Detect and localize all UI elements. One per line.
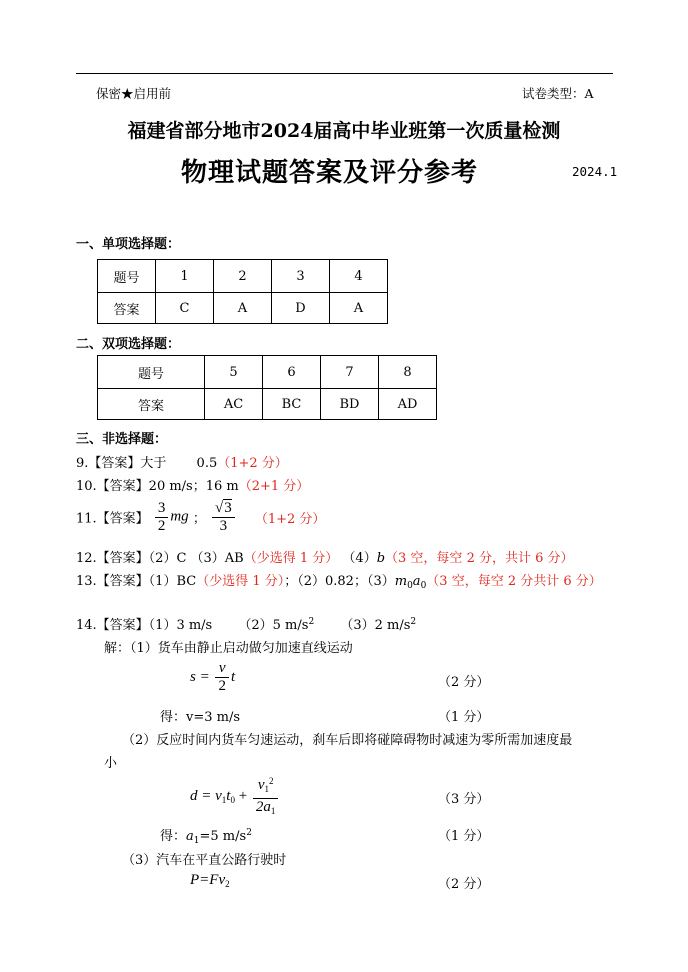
result2-value: =5 m/s: [199, 829, 247, 844]
table-row: [98, 356, 437, 389]
q12-note1: （少选得 1 分）: [243, 551, 339, 566]
question-number: 3: [272, 260, 330, 293]
question-number: 7: [321, 356, 379, 389]
confidential-label: 保密★启用前: [96, 86, 172, 101]
q11-mg: mg: [170, 508, 189, 525]
subscript: 2: [225, 879, 230, 889]
result2-score: （1 分）: [438, 829, 490, 844]
table-row: [98, 260, 388, 293]
subscript: 0: [420, 581, 427, 591]
fraction-denominator: 3: [219, 518, 228, 534]
q14-result-2: [160, 825, 252, 846]
eq3-score: （2 分）: [438, 877, 490, 892]
answer-cell: A: [330, 293, 388, 324]
document-subtitle: 物理试题答案及评分参考: [181, 158, 479, 188]
q12-note2: （3 空，每空 2 分，共计 6 分）: [385, 551, 574, 566]
q11-separator: ；: [192, 511, 206, 527]
eq1-lhs: s =: [190, 669, 210, 685]
q13-label: 13.【答案】（1）BC: [76, 574, 197, 589]
table-row: [98, 389, 437, 420]
fraction-denominator: 2: [157, 517, 166, 534]
question-number: 6: [263, 356, 321, 389]
fraction-denominator: 2: [218, 678, 226, 694]
q14-solution-part1: 解：（1）货车由静止启动做匀加速直线运动: [104, 641, 353, 656]
result2-prefix: 得：: [160, 829, 187, 844]
q13-note2: （3 空，每空 2 分共计 6 分）: [426, 574, 602, 589]
eq2-lhs-group: [190, 788, 247, 804]
q11-answer: [76, 499, 325, 535]
eq3-text: P=Fv: [190, 872, 226, 888]
eq2-2a: 2a: [255, 799, 271, 815]
section1-heading: 一、单项选择题：: [76, 237, 181, 252]
q13-note1: （少选得 1 分）: [196, 574, 285, 589]
superscript: 2: [410, 617, 417, 627]
question-number: 5: [205, 356, 263, 389]
q11-fraction-2: [212, 499, 235, 535]
superscript: 2: [269, 776, 274, 786]
row-label: 答案: [98, 389, 205, 420]
result1-score: （1 分）: [438, 710, 490, 725]
q14-part3-line: （3）汽车在平直公路行驶时: [122, 853, 287, 868]
q14-part2-line1: （2）反应时间内货车匀速运动，刹车后即将碰障碍物时减速为零所需加速度最: [122, 733, 573, 748]
q12-label: 12.【答案】（2）C （3）AB: [76, 551, 244, 566]
row-label: 答案: [98, 293, 156, 324]
eq1-fraction: [215, 660, 229, 695]
row-label: 题号: [98, 356, 205, 389]
row-label: 题号: [98, 260, 156, 293]
subscript: 1: [264, 784, 269, 794]
section1-table: [97, 259, 388, 324]
answer-cell: BC: [263, 389, 321, 420]
top-rule: [76, 73, 613, 74]
q14-result-1: 得：v=3 m/s: [160, 710, 241, 725]
answer-cell: A: [214, 293, 272, 324]
eq2-fraction: [253, 773, 279, 820]
eq2-plus: +: [234, 788, 248, 804]
question-number: 2: [214, 260, 272, 293]
subscript: 0: [230, 795, 235, 805]
question-number: 1: [156, 260, 214, 293]
section3-heading: 三、非选择题：: [76, 432, 168, 447]
eq2-lhs: d = v: [190, 788, 222, 804]
q13-var-a: a: [412, 574, 421, 589]
fraction-denominator: [253, 799, 279, 820]
q14-part2-line2: 小: [104, 756, 118, 771]
q14-answer-2: （2）5 m/s: [238, 618, 309, 633]
q12-mid: （4）: [338, 551, 377, 566]
section2-table: [97, 355, 437, 420]
q14-equation-1: [190, 660, 235, 695]
q14-answer-3: （3）2 m/s: [340, 618, 411, 633]
subscript: 1: [221, 795, 227, 805]
q14-answer: [76, 614, 416, 633]
subscript: 1: [193, 836, 200, 846]
eq2-score: （3 分）: [438, 792, 490, 807]
fraction-numerator: √3: [212, 499, 235, 518]
q11-label: 11.【答案】: [76, 511, 149, 527]
section2-heading: 二、双项选择题：: [76, 337, 181, 352]
answer-cell: D: [272, 293, 330, 324]
q13-var-m: m: [394, 574, 408, 589]
paper-type-label: 试卷类型：A: [522, 86, 594, 101]
q14-equation-2: [190, 773, 280, 820]
q9-score: （1+2 分）: [217, 456, 288, 471]
q11-fraction-1: [155, 500, 169, 535]
fraction-numerator: 3: [155, 500, 169, 518]
q14-answer-1: 14.【答案】（1）3 m/s: [76, 618, 213, 633]
q9-value: 0.5: [196, 456, 218, 471]
result2-var: a: [186, 829, 194, 844]
eq1-score: （2 分）: [438, 675, 490, 690]
q10-score: （2+1 分）: [238, 479, 310, 494]
subscript: 1: [270, 806, 276, 816]
eq2-t: t: [226, 788, 231, 804]
q14-equation-3: [190, 872, 230, 889]
q9-label: 9.【答案】大于: [76, 456, 167, 471]
fraction-numerator: v: [215, 660, 229, 678]
answer-cell: C: [156, 293, 214, 324]
q9-answer: [76, 452, 288, 471]
subscript: 0: [407, 581, 413, 591]
answer-cell: BD: [321, 389, 379, 420]
q10-answer: [76, 475, 309, 494]
exam-title: 福建省部分地市2024届高中毕业班第一次质量检测: [127, 120, 561, 142]
superscript: 2: [246, 828, 252, 838]
question-number: 8: [379, 356, 437, 389]
answer-cell: AD: [379, 389, 437, 420]
answer-cell: AC: [205, 389, 263, 420]
eq1-tail: t: [230, 669, 236, 685]
q13-mid: ；（2）0.82；（3）: [284, 574, 395, 589]
table-row: [98, 293, 388, 324]
q13-answer: [76, 570, 602, 591]
eq2-v: v: [257, 777, 265, 793]
sqrt-radicand: 3: [224, 500, 232, 516]
fraction-numerator: [253, 773, 279, 799]
question-number: 4: [330, 260, 388, 293]
q12-answer: [76, 547, 574, 566]
q10-label: 10.【答案】20 m/s；16 m: [76, 479, 239, 494]
document-date: 2024.1: [572, 164, 618, 179]
superscript: 2: [308, 617, 315, 627]
q12-var-b: b: [376, 551, 386, 566]
q11-score: （1+2 分）: [254, 511, 326, 527]
